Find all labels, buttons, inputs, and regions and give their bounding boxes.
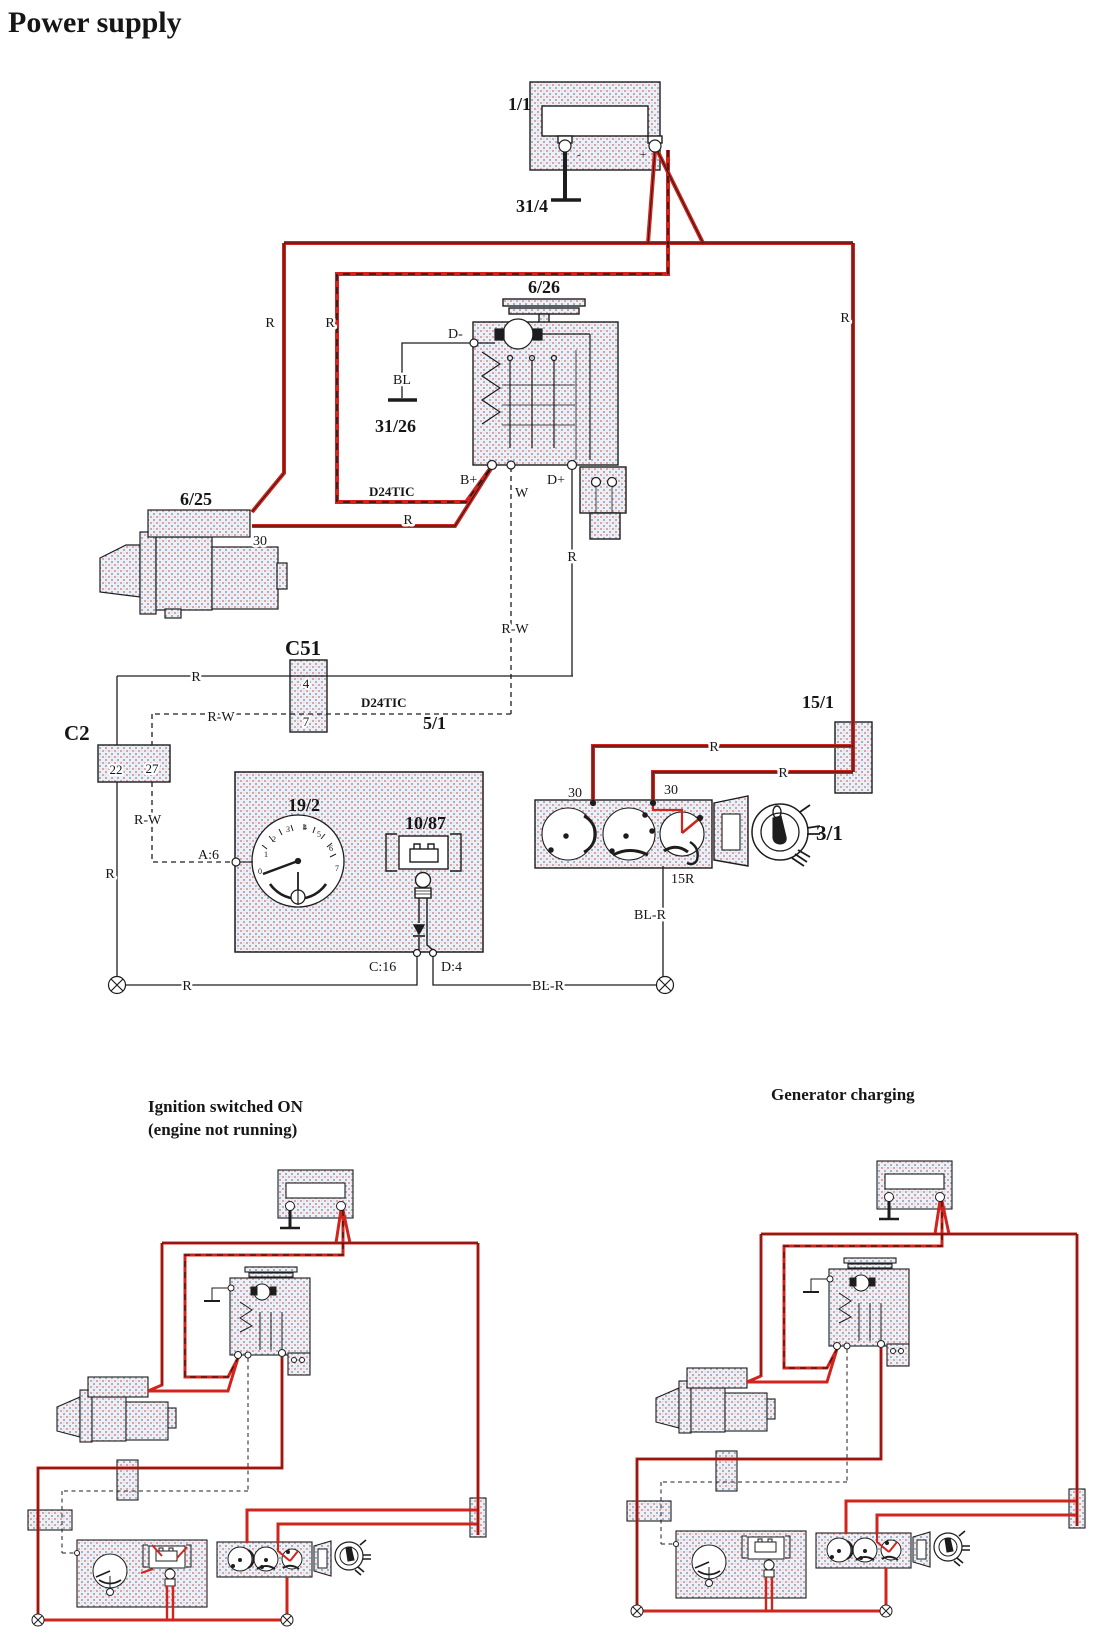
c51-pin-4: 4 — [302, 676, 310, 691]
terminal-d-plus-label: D+ — [547, 473, 566, 488]
fuse-box-id: 15/1 — [802, 692, 835, 712]
wire-blr-bottom: BL-R — [532, 979, 564, 994]
mini-left-title-2: (engine not running) — [148, 1120, 298, 1139]
switch-terminal-30b: 30 — [664, 783, 678, 798]
wire-r-mid: R — [325, 316, 335, 331]
instrument-id: 5/1 — [423, 713, 447, 733]
tach-5: 5 — [317, 830, 321, 839]
main-diagram — [64, 82, 872, 994]
page-title: Power supply — [8, 6, 182, 39]
tach-7: 7 — [335, 864, 339, 873]
wire-r-bottom: R — [182, 979, 192, 994]
starter-terminal-30: 30 — [253, 534, 267, 549]
tach-4: 4 — [303, 823, 307, 832]
tachometer-id: 19/2 — [288, 795, 321, 815]
tach-2: 2 — [272, 835, 276, 844]
wire-r-c51: R — [191, 670, 201, 685]
alternator-id: 6/26 — [528, 277, 561, 297]
wire-d24tic-lower: D24TIC — [361, 695, 407, 710]
tach-1: 1 — [264, 850, 268, 859]
c2-pin-22: 22 — [109, 762, 123, 777]
connector-c51-id: C51 — [285, 636, 322, 660]
mini-left-title-1: Ignition switched ON — [148, 1097, 303, 1116]
mini-diagram-generator-charging — [627, 1085, 1085, 1617]
tach-0: 0 — [258, 867, 262, 876]
terminal-b-plus-label: B+ — [460, 473, 478, 488]
wire-r-right: R — [840, 311, 850, 326]
wire-rw-c51: R-W — [207, 710, 235, 725]
wire-r-c2: R — [105, 867, 115, 882]
switch-terminal-30a: 30 — [568, 786, 582, 801]
wire-r-fuse-a: R — [709, 740, 719, 755]
battery-id: 1/1 — [508, 94, 532, 114]
alternator-ground-id: 31/26 — [375, 416, 417, 436]
tachometer — [252, 815, 344, 907]
wire-r-d-plus: R — [567, 550, 577, 565]
starter-id: 6/25 — [180, 489, 213, 509]
battery-minus-sign: - — [577, 149, 581, 161]
terminal-a6-label: A:6 — [198, 848, 219, 863]
mini-right-title: Generator charging — [771, 1085, 915, 1104]
main-red-wires — [252, 150, 853, 833]
wire-bl-label: BL — [393, 373, 411, 388]
wire-r-left: R — [265, 316, 275, 331]
wire-r-fuse-b: R — [778, 766, 788, 781]
wire-d24tic-upper: D24TIC — [369, 484, 415, 499]
terminal-d-minus-label: D- — [448, 327, 463, 342]
tach-3: 3 — [286, 825, 290, 834]
tach-6: 6 — [329, 844, 333, 853]
wire-r-starter: R — [403, 513, 413, 528]
terminal-w-label: W — [515, 486, 529, 501]
c51-pin-7: 7 — [302, 714, 310, 729]
ignition-key — [752, 804, 820, 866]
switch-terminal-15r: 15R — [671, 872, 695, 887]
lamp-id: 10/87 — [405, 813, 447, 833]
c2-pin-27: 27 — [145, 761, 159, 776]
wire-blr-switch: BL-R — [634, 908, 666, 923]
battery-ground-id: 31/4 — [515, 196, 548, 216]
connector-c2-id: C2 — [64, 721, 90, 745]
mini-diagram-ignition-on — [28, 1097, 486, 1626]
wire-rw-w: R-W — [501, 622, 529, 637]
battery-plus-sign: + — [640, 149, 647, 161]
terminal-d4-label: D:4 — [441, 960, 462, 975]
wire-rw-c2: R-W — [134, 813, 162, 828]
ignition-switch-id: 3/1 — [816, 821, 843, 845]
terminal-c16-label: C:16 — [369, 960, 397, 975]
